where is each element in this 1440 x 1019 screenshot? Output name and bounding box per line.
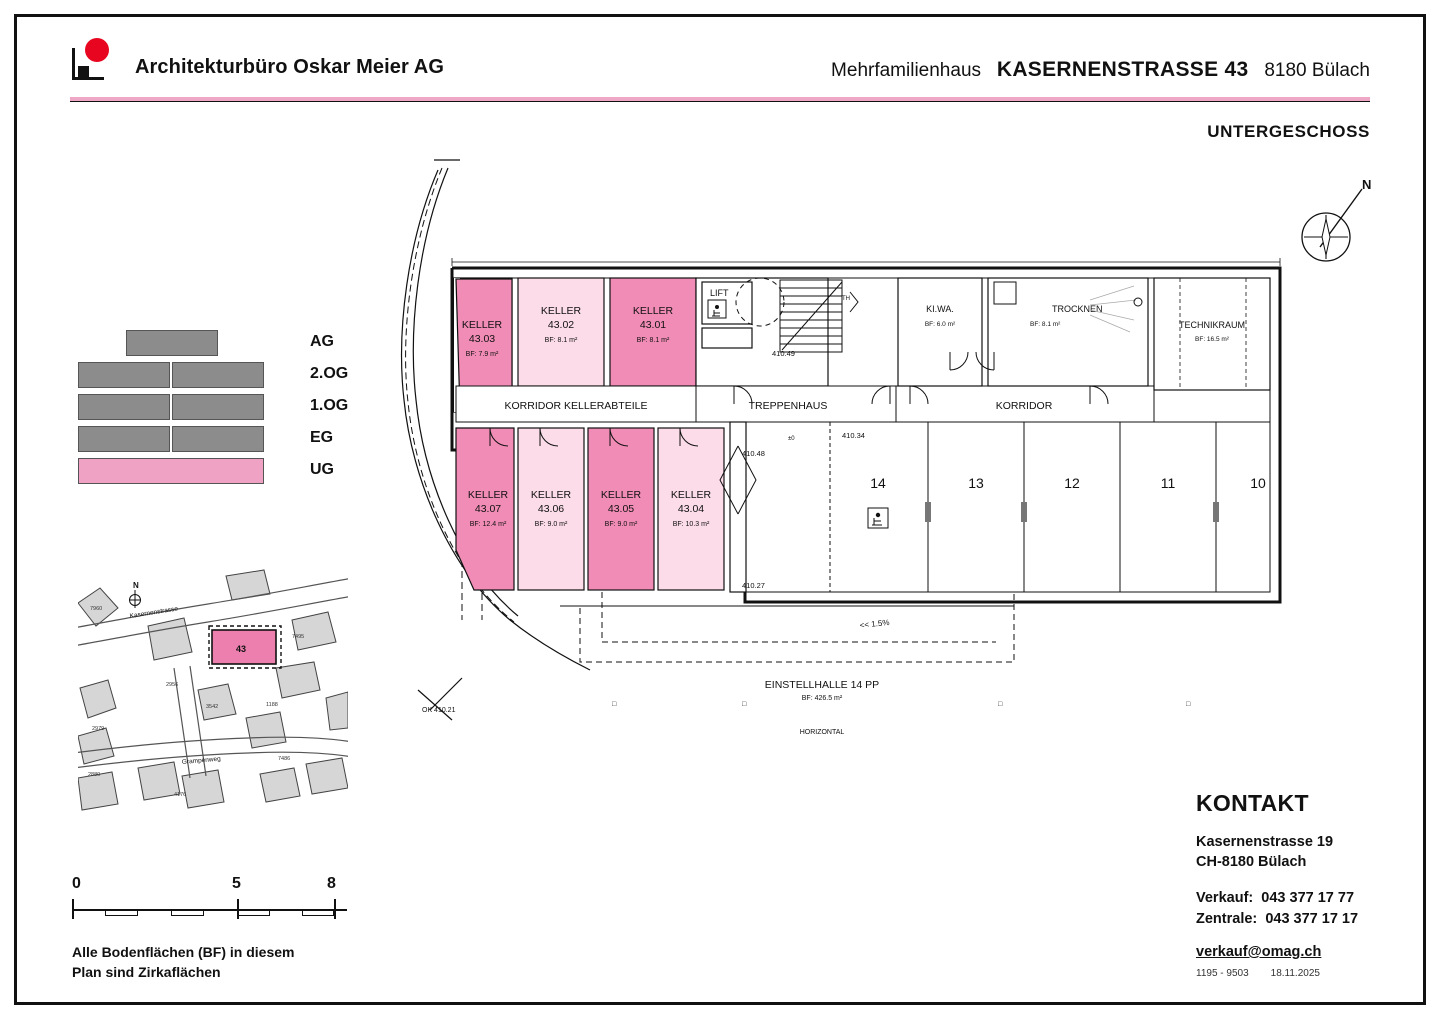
company-name: Architekturbüro Oskar Meier AG [135,56,445,78]
cellar-area-4305: BF: 9.0 m² [604,521,638,528]
wheelchair-icon-lift [708,300,726,318]
contact-central-phone: 043 377 17 17 [1265,911,1359,927]
situation-north-icon [129,581,141,608]
situation-small-number: 4176 [174,792,187,798]
floor-plan-drawing [390,150,1310,780]
document-number: 1195 - 9503 [1196,968,1249,979]
room-label-lift: LIFT [710,288,729,298]
contact-address-line1: Kasernenstrasse 19 [1196,834,1334,850]
legend-row-ug [78,458,348,484]
parking-number-10: 10 [1250,475,1266,491]
north-letter: N [1362,177,1372,192]
situation-small-number: 2979 [92,726,105,732]
legend-label-ag: AG [310,333,334,350]
cellar-name-4307: KELLER [467,489,509,501]
cellar-name-4303: KELLER [461,319,503,331]
level-41048: 410.48 [742,449,765,458]
legend-swatch-eg-right [172,426,264,452]
document-date: 18.11.2025 [1270,968,1320,979]
legend-label-eg: EG [310,429,334,446]
svg-text:□: □ [612,701,617,708]
cellar-number-4307: 43.07 [474,503,502,515]
situation-street-label-2: Grampenweg [181,755,222,766]
cellar-area-4301: BF: 8.1 m² [636,337,670,344]
cellar-area-4304: BF: 10.3 m² [672,521,710,528]
legend-swatch-ug [78,458,264,484]
situation-small-number: 7960 [90,606,103,612]
legend-row-ag [78,330,348,356]
svg-text:□: □ [998,701,1003,708]
floor-legend [78,330,348,490]
room-label-einstellhalle: EINSTELLHALLE 14 PP [764,679,880,691]
cellar-number-4306: 43.06 [537,503,565,515]
room-label-kiwa: KI.WA. [926,304,954,314]
cellar-area-4303: BF: 7.9 m² [465,351,499,358]
situation-small-number: 3542 [206,704,219,710]
header-divider-line [70,101,1370,102]
project-type: Mehrfamilienhaus [831,60,982,81]
area-note-line2: Plan sind Zirkaflächen [72,964,221,980]
room-label-treppenhaus: TREPPENHAUS [748,400,828,412]
svg-text:TH: TH [842,296,850,302]
area-note [72,942,294,982]
legend-label-1og: 1.OG [310,397,349,414]
room-label-korridor: KORRIDOR [995,400,1053,412]
situation-small-number: 7486 [278,756,291,762]
contact-sales-label: Verkauf: [1196,890,1254,906]
company-logo-icon [72,38,120,80]
legend-row-1og [78,394,348,420]
contact-address [1196,832,1333,872]
cellar-number-4304: 43.04 [677,503,705,515]
legend-swatch-eg-left [78,426,170,452]
scale-tick-0: 0 [72,875,81,892]
situation-street-label: Kasernenstrasse [129,605,179,620]
cellar-number-4301: 43.01 [639,319,667,331]
parking-number-13: 13 [968,475,984,491]
situation-small-number: 2880 [88,772,101,778]
cellar-number-4305: 43.05 [607,503,635,515]
situation-map [78,568,348,826]
cellar-name-4304: KELLER [670,489,712,501]
situation-small-number: 2956 [166,682,179,688]
label-horizontal: HORIZONTAL [799,729,845,736]
room-area-technikraum: BF: 16.5 m² [1195,336,1229,343]
situation-small-number: 7495 [292,634,305,640]
contact-phones [1196,888,1358,930]
room-label-korridor-kellerabteile: KORRIDOR KELLERABTEILE [504,400,648,412]
parking-number-11: 11 [1160,475,1176,491]
cellar-number-4303: 43.03 [468,333,496,345]
cellar-area-4302: BF: 8.1 m² [544,337,578,344]
svg-text:□: □ [1186,701,1191,708]
level-41027: 410.27 [742,581,765,590]
corner-level: OK 410.21 [422,707,456,714]
cellar-area-4307: BF: 12.4 m² [469,521,507,528]
cellar-name-4302: KELLER [540,305,582,317]
contact-address-line2: CH-8180 Bülach [1196,854,1307,870]
legend-swatch-2og-left [78,362,170,388]
scale-tick-8: 8 [327,875,336,892]
project-title [831,58,1370,82]
contact-central-label: Zentrale: [1196,911,1258,927]
level-41034: 410.34 [842,431,865,440]
legend-row-eg [78,426,348,452]
scale-bar [72,875,347,915]
legend-swatch-1og-left [78,394,170,420]
level-41049: 410.49 [772,349,795,358]
project-city: 8180 Bülach [1264,60,1370,81]
cellar-area-4306: BF: 9.0 m² [534,521,568,528]
document-id [1196,968,1342,979]
garage-slope: << 1.5% [859,617,890,630]
cellar-number-4302: 43.02 [547,319,575,331]
legend-label-ug: UG [310,461,334,478]
cellar-name-4305: KELLER [600,489,642,501]
legend-swatch-ag [126,330,218,356]
wheelchair-icon-parking [868,508,888,528]
legend-row-2og [78,362,348,388]
area-note-line1: Alle Bodenflächen (BF) in diesem [72,944,295,960]
room-area-einstellhalle: BF: 426.5 m² [801,695,843,702]
contact-sales-phone: 043 377 17 77 [1261,890,1355,906]
contact-title: KONTAKT [1196,790,1309,816]
cellar-name-4306: KELLER [530,489,572,501]
parking-number-12: 12 [1064,475,1080,491]
floor-label: UNTERGESCHOSS [1207,122,1370,141]
room-label-technikraum: TECHNIKRAUM [1178,320,1246,330]
situation-north-letter: N [133,581,139,590]
cellar-name-4301: KELLER [632,305,674,317]
project-street: KASERNENSTRASSE 43 [996,58,1249,81]
legend-swatch-2og-right [172,362,264,388]
contact-email-link[interactable]: verkauf@omag.ch [1196,944,1322,960]
legend-swatch-1og-right [172,394,264,420]
svg-text:□: □ [742,701,747,708]
situation-plot-number: 43 [235,644,247,654]
legend-label-2og: 2.OG [310,365,349,382]
parking-number-14: 14 [870,475,886,491]
situation-small-number: 1188 [266,702,278,708]
room-area-kiwa: BF: 6.0 m² [924,321,956,328]
room-label-trocknen: TROCKNEN [1052,304,1103,314]
scale-tick-5: 5 [232,875,241,892]
svg-text:±0: ±0 [788,436,795,442]
room-area-trocknen: BF: 8.1 m² [1030,321,1061,328]
